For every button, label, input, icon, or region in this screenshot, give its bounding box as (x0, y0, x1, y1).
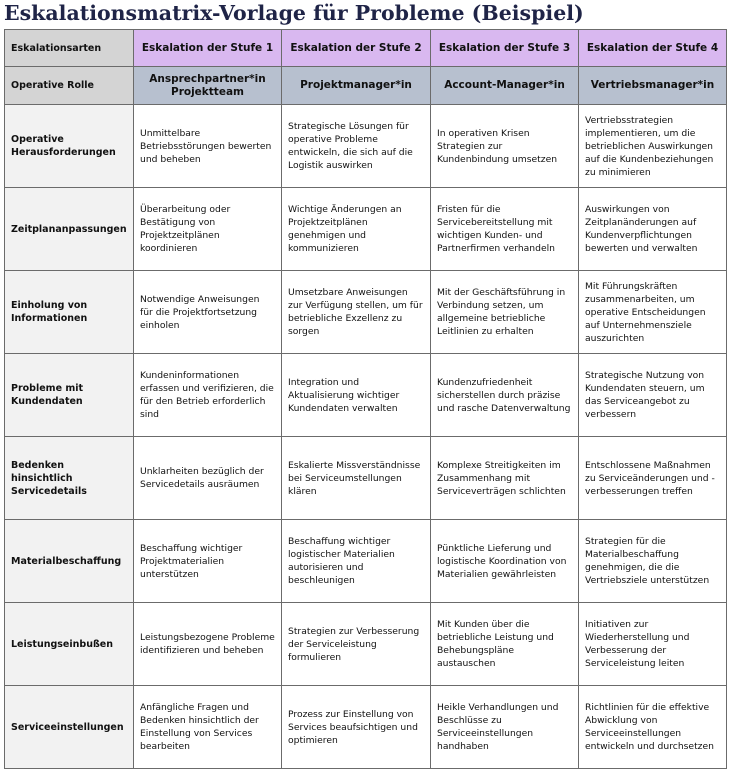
table-cell: Unmittelbare Betriebsstörungen bewerten und beheben (134, 105, 282, 188)
table-cell: Strategische Lösungen für operative Probleme entwickeln, die sich auf die Logistik auswirken (282, 105, 431, 188)
table-cell: Pünktliche Lieferung und logistische Koordination von Materialien gewährleisten (431, 520, 579, 603)
table-cell: Leistungsbezogene Probleme identifizieren und beheben (134, 603, 282, 686)
level-4-header: Eskalation der Stufe 4 (579, 30, 727, 67)
corner-label: Eskalationsarten (5, 30, 134, 67)
table-row (5, 520, 727, 603)
table-cell: Anfängliche Fragen und Bedenken hinsichtlich der Einstellung von Services bearbeiten (134, 686, 282, 769)
table-cell: Fristen für die Servicebereitstellung mit wichtigen Kunden- und Partnerfirmen verhandeln (431, 188, 579, 271)
escalation-matrix-table (4, 29, 727, 769)
role-level-3: Account-Manager*in (431, 67, 579, 105)
role-label: Operative Rolle (5, 67, 134, 105)
table-cell: In operativen Krisen Strategien zur Kundenbindung umsetzen (431, 105, 579, 188)
table-cell: Entschlossene Maßnahmen zu Serviceänderungen und -verbesserungen treffen (579, 437, 727, 520)
row-label: Operative Herausforderungen (5, 105, 134, 188)
role-level-1: Ansprechpartner*in Projektteam (134, 67, 282, 105)
role-header-row (5, 67, 727, 105)
table-cell: Wichtige Änderungen an Projektzeitplänen genehmigen und kommunizieren (282, 188, 431, 271)
table-row (5, 354, 727, 437)
role-level-4: Vertriebsmanager*in (579, 67, 727, 105)
row-label: Probleme mit Kundendaten (5, 354, 134, 437)
table-cell: Komplexe Streitigkeiten im Zusammenhang mit Serviceverträgen schlichten (431, 437, 579, 520)
table-cell: Heikle Verhandlungen und Beschlüsse zu Serviceeinstellungen handhaben (431, 686, 579, 769)
table-cell: Umsetzbare Anweisungen zur Verfügung stellen, um für betriebliche Exzellenz zu sorgen (282, 271, 431, 354)
level-3-header: Eskalation der Stufe 3 (431, 30, 579, 67)
row-label: Leistungseinbußen (5, 603, 134, 686)
table-cell: Strategien zur Verbesserung der Serviceleistung formulieren (282, 603, 431, 686)
table-cell: Initiativen zur Wiederherstellung und Verbesserung der Serviceleistung leiten (579, 603, 727, 686)
table-cell: Überarbeitung oder Bestätigung von Projektzeitplänen koordinieren (134, 188, 282, 271)
page-title: Eskalationsmatrix-Vorlage für Probleme (Beispiel) (4, 1, 584, 25)
row-label: Einholung von Informationen (5, 271, 134, 354)
table-cell: Kundeninformationen erfassen und verifizieren, die für den Betrieb erforderlich sind (134, 354, 282, 437)
table-row (5, 188, 727, 271)
table-cell: Beschaffung wichtiger Projektmaterialien unterstützen (134, 520, 282, 603)
row-label: Serviceeinstellungen (5, 686, 134, 769)
level-header-row (5, 30, 727, 67)
table-row (5, 437, 727, 520)
table-row (5, 271, 727, 354)
level-1-header: Eskalation der Stufe 1 (134, 30, 282, 67)
row-label: Bedenken hinsichtlich Servicedetails (5, 437, 134, 520)
table-cell: Beschaffung wichtiger logistischer Materialien autorisieren und beschleunigen (282, 520, 431, 603)
table-cell: Eskalierte Missverständnisse bei Serviceumstellungen klären (282, 437, 431, 520)
level-2-header: Eskalation der Stufe 2 (282, 30, 431, 67)
table-cell: Unklarheiten bezüglich der Servicedetails ausräumen (134, 437, 282, 520)
table-cell: Notwendige Anweisungen für die Projektfortsetzung einholen (134, 271, 282, 354)
table-cell: Integration und Aktualisierung wichtiger Kundendaten verwalten (282, 354, 431, 437)
table-cell: Mit der Geschäftsführung in Verbindung setzen, um allgemeine betriebliche Leitlinien zu erhalten (431, 271, 579, 354)
table-cell: Richtlinien für die effektive Abwicklung von Serviceeinstellungen entwickeln und durchsetzen (579, 686, 727, 769)
table-row (5, 603, 727, 686)
table-row (5, 686, 727, 769)
table-cell: Kundenzufriedenheit sicherstellen durch präzise und rasche Datenverwaltung (431, 354, 579, 437)
table-cell: Strategien für die Materialbeschaffung genehmigen, die die Vertriebsziele unterstützen (579, 520, 727, 603)
table-cell: Mit Führungskräften zusammenarbeiten, um operative Entscheidungen auf Unternehmensziele auszurichten (579, 271, 727, 354)
table-cell: Auswirkungen von Zeitplanänderungen auf Kundenverpflichtungen bewerten und verwalten (579, 188, 727, 271)
table-cell: Vertriebsstrategien implementieren, um die betrieblichen Auswirkungen auf die Kundenbeziehungen zu minimieren (579, 105, 727, 188)
table-cell: Prozess zur Einstellung von Services beaufsichtigen und optimieren (282, 686, 431, 769)
table-row (5, 105, 727, 188)
table-cell: Mit Kunden über die betriebliche Leistung und Behebungspläne austauschen (431, 603, 579, 686)
row-label: Zeitplananpassungen (5, 188, 134, 271)
row-label: Materialbeschaffung (5, 520, 134, 603)
table-cell: Strategische Nutzung von Kundendaten steuern, um das Serviceangebot zu verbessern (579, 354, 727, 437)
role-level-2: Projektmanager*in (282, 67, 431, 105)
